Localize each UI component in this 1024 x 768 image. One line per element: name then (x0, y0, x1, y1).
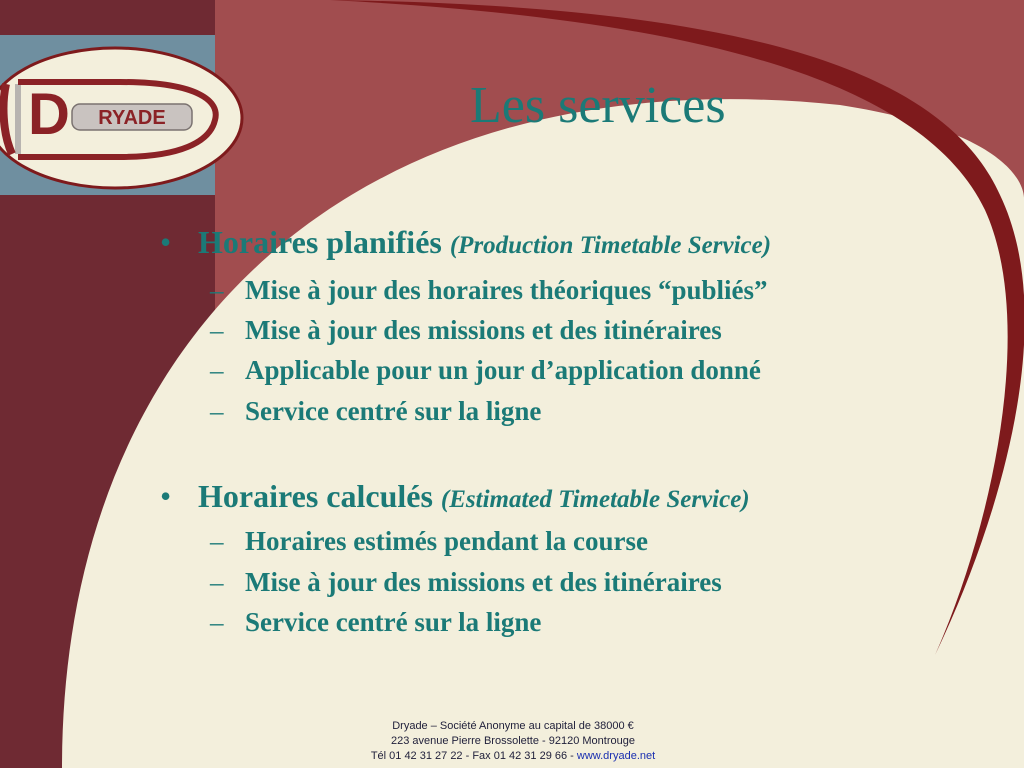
sub-item: – Horaires estimés pendant la course (210, 526, 648, 556)
footer-line-1: Dryade – Société Anonyme au capital de 38000 € (392, 720, 634, 732)
bullet-heading-2: • Horaires calculés (Estimated Timetable Service) (160, 478, 750, 514)
svg-text:D: D (28, 82, 70, 147)
sub-item: – Mise à jour des missions et des itinéraires (210, 315, 722, 345)
sub-item: – Service centré sur la ligne (210, 607, 542, 637)
footer-line-2: 223 avenue Pierre Brossolette - 92120 Montrouge (391, 735, 635, 747)
bullet-heading-1: • Horaires planifiés (Production Timetable Service) (160, 224, 772, 260)
website-link[interactable]: www.dryade.net (576, 750, 656, 762)
sub-item: – Mise à jour des missions et des itinéraires (210, 567, 722, 597)
logo-text: RYADE (98, 107, 166, 129)
footer (340, 719, 686, 764)
sub-item: – Applicable pour un jour d’application donné (210, 355, 761, 385)
sub-item: – Mise à jour des horaires théoriques “publiés” (210, 275, 768, 305)
slide-title: Les services (470, 77, 726, 134)
footer-line-3: Tél 01 42 31 27 22 - Fax 01 42 31 29 66 - www.dryade.net (370, 750, 656, 762)
dryade-logo (0, 62, 230, 162)
sub-item: – Service centré sur la ligne (210, 396, 542, 426)
